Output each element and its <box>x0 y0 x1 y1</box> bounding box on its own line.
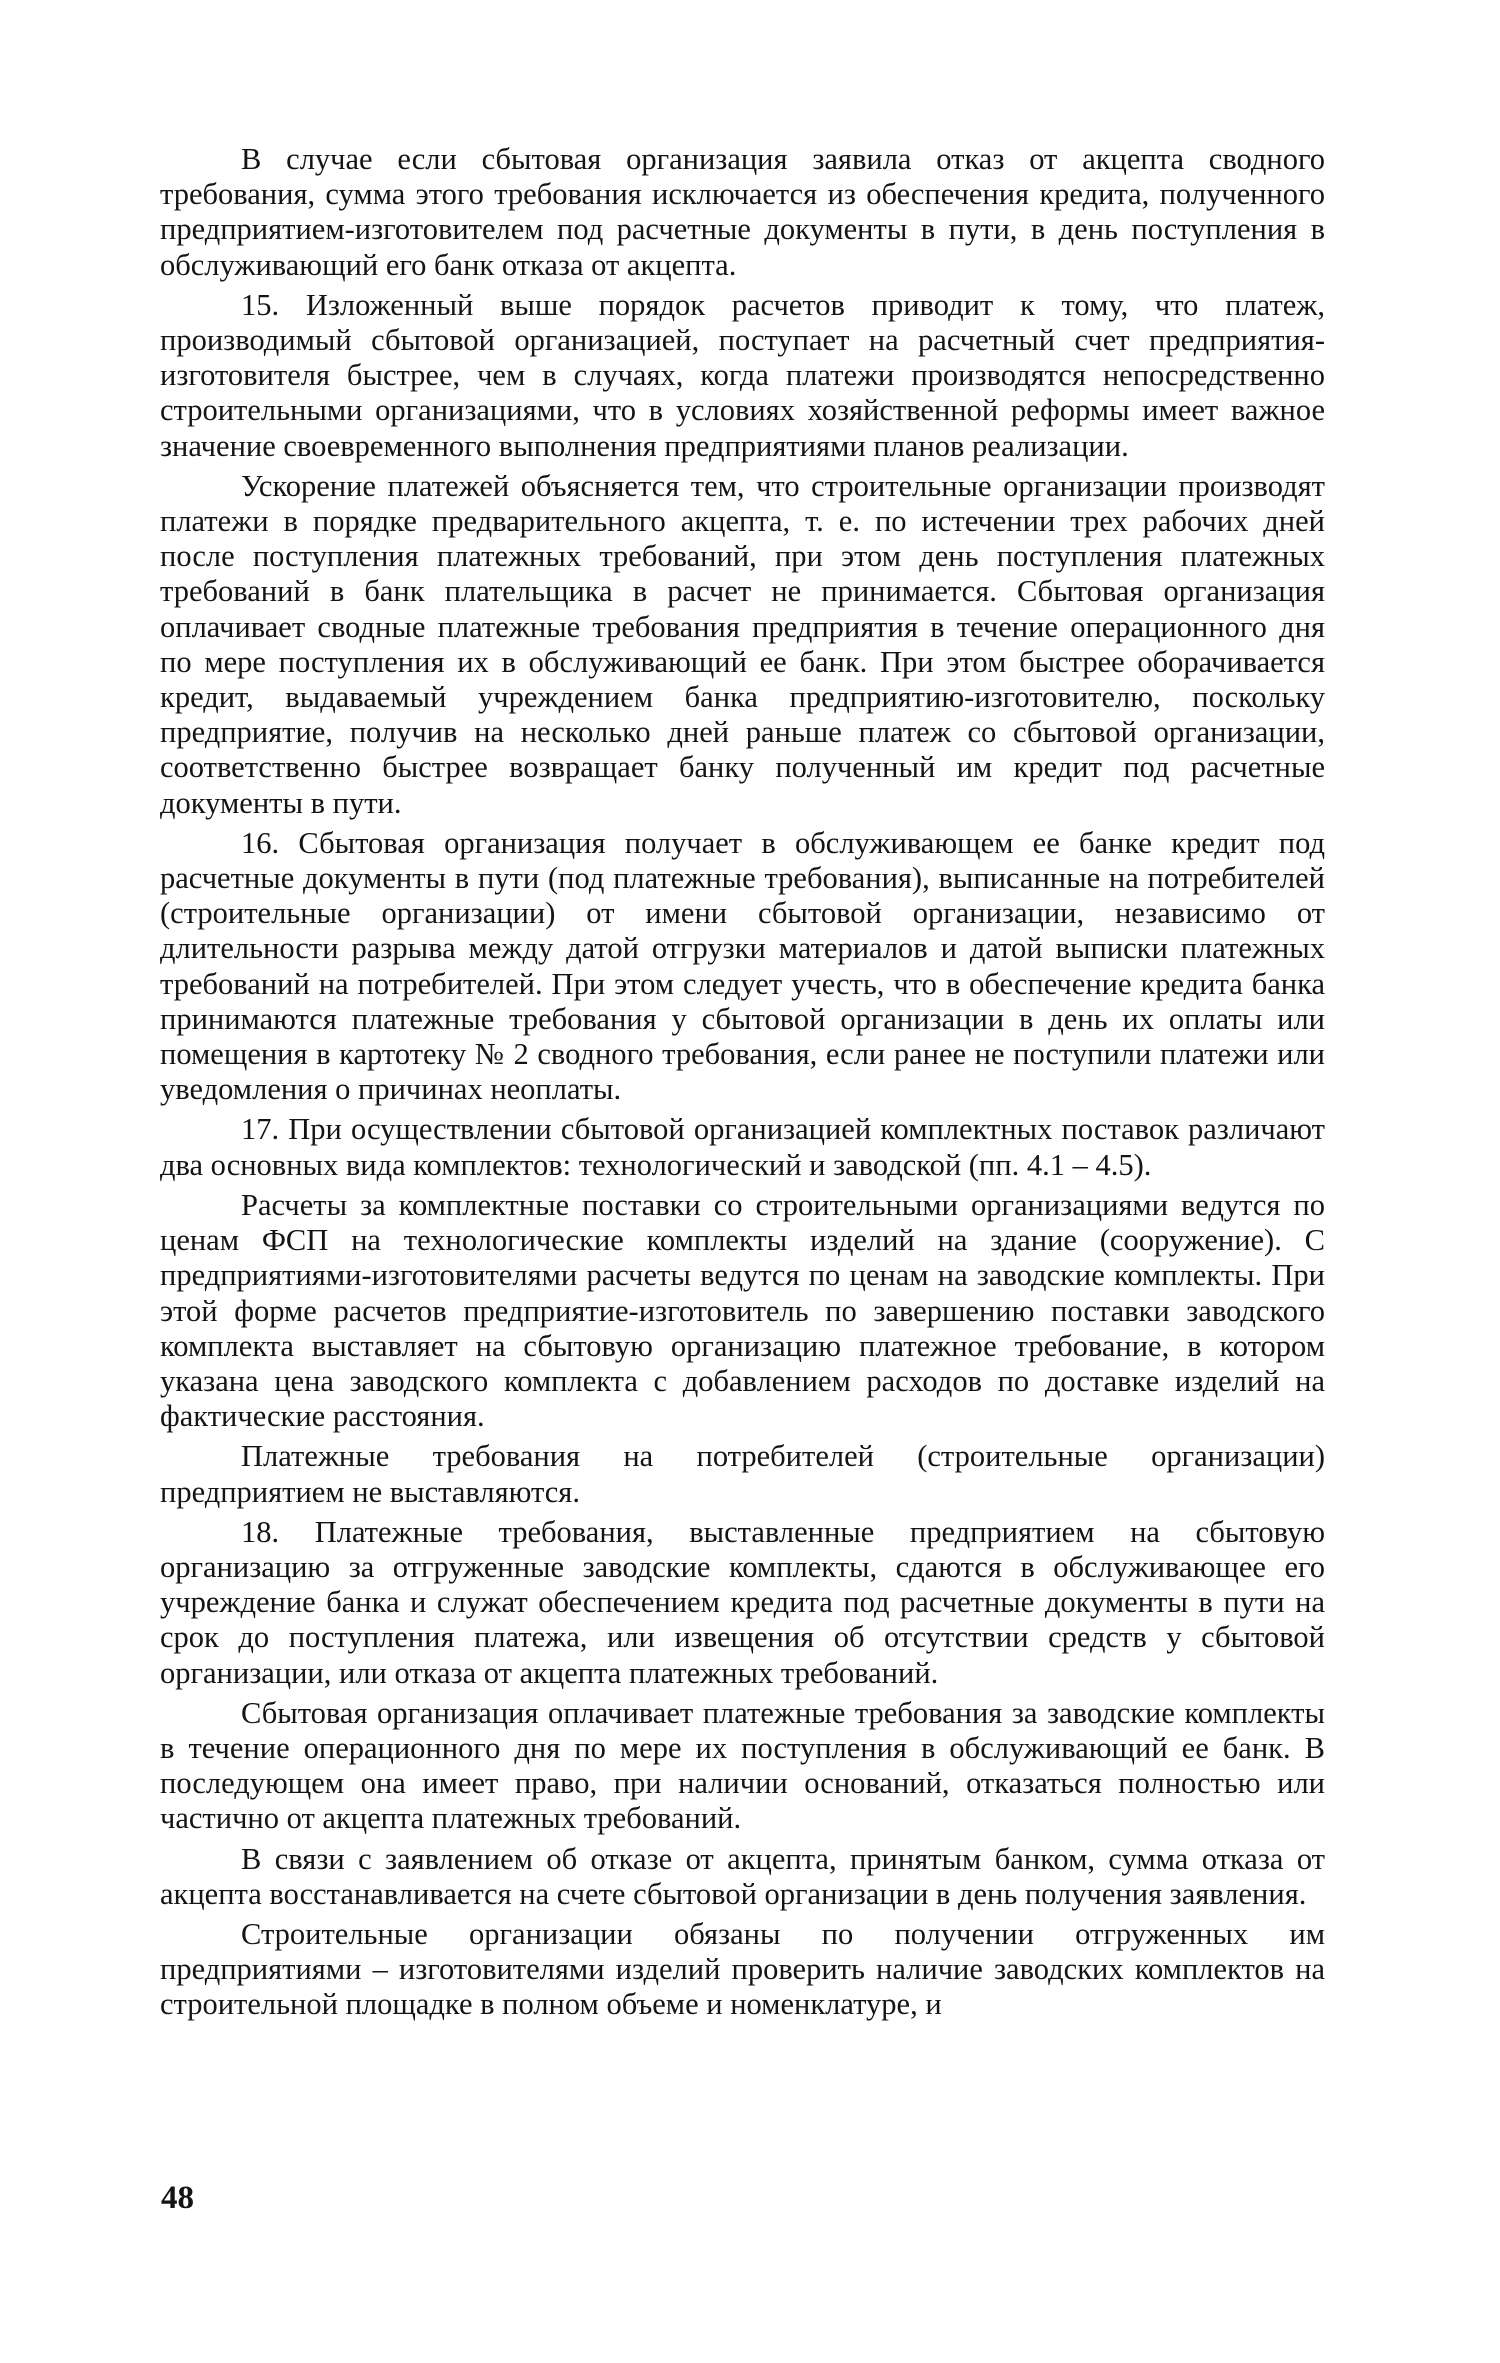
paragraph-section-17: 17. При осуществлении сбытовой организацией комплектных поставок различают два основных вида комплектов: технологический и заводской (пп. 4.1 – 4.5). <box>160 1112 1325 1182</box>
paragraph-section-18: 18. Платежные требования, выставленные предприятием на сбытовую организацию за отгруженные заводские комплекты, сдаются в обслуживающее его учреждение банка и служат обеспечением кредита под расчетные документы в пути на срок до поступления платежа, или извещения об отсутствии средств у сбытовой организации, или отказа от акцепта платежных требований. <box>160 1514 1325 1690</box>
paragraph-refusal-statement: В связи с заявлением об отказе от акцепта, принятым банком, сумма отказа от акцепта восстанавливается на счете сбытовой организации в день получения заявления. <box>160 1841 1325 1911</box>
paragraph-complete-deliveries: Расчеты за комплектные поставки со строительными организациями ведутся по ценам ФСП на технологические комплекты изделий на здание (сооружение). С предприятиями-изготовителями расчеты ведутся по ценам на заводские комплекты. При этой форме расчетов предприятие-изготовитель по завершению поставки заводского комплекта выставляет на сбытовую организацию платежное требование, в котором указана цена заводского комплекта с добавлением расходов по доставке изделий на фактические расстояния. <box>160 1187 1325 1434</box>
paragraph-section-15: 15. Изложенный выше порядок расчетов приводит к тому, что платеж, производимый сбытовой организацией, поступает на расчетный счет предприятия-изготовителя быстрее, чем в случаях, когда платежи производятся непосредственно строительными организациями, что в условиях хозяйственной реформы имеет важное значение своевременного выполнения предприятиями планов реализации. <box>160 287 1325 463</box>
paragraph-acceptance-refusal: В случае если сбытовая организация заявила отказ от акцепта сводного требования, сумма этого требования исключается из обеспечения кредита, полученного предприятием-изготовителем под расчетные документы в пути, в день поступления в обслуживающий его банк отказа от акцепта. <box>160 142 1325 282</box>
page-body <box>160 142 1325 2028</box>
paragraph-construction-orgs: Строительные организации обязаны по получении отгруженных им предприятиями – изготовителями изделий проверить наличие заводских комплектов на строительной площадке в полном объеме и номенклатуре, и <box>160 1916 1325 2022</box>
paragraph-sales-org-payment: Сбытовая организация оплачивает платежные требования за заводские комплекты в течение операционного дня по мере их поступления в обслуживающий ее банк. В последующем она имеет право, при наличии оснований, отказаться полностью или частично от акцепта платежных требований. <box>160 1695 1325 1836</box>
paragraph-payment-acceleration: Ускорение платежей объясняется тем, что строительные организации производят платежи в порядке предварительного акцепта, т. е. по истечении трех рабочих дней после поступления платежных требований, при этом день поступления платежных требований в банк плательщика в расчет не принимается. Сбытовая организация оплачивает сводные платежные требования предприятия в течение операционного дня по мере поступления их в обслуживающий ее банк. При этом быстрее оборачивается кредит, выдаваемый учреждением банка предприятию-изготовителю, поскольку предприятие, получив на несколько дней раньше платеж со сбытовой организации, соответственно быстрее возвращает банку полученный им кредит под расчетные документы в пути. <box>160 468 1325 820</box>
paragraph-section-16: 16. Сбытовая организация получает в обслуживающем ее банке кредит под расчетные документы в пути (под платежные требования), выписанные на потребителей (строительные организации) от имени сбытовой организации, независимо от длительности разрыва между датой отгрузки материалов и датой выписки платежных требований на потребителей. При этом следует учесть, что в обеспечение кредита банка принимаются платежные требования у сбытовой организации в день их оплаты или помещения в картотеку № 2 сводного требования, если ранее не поступили платежи или уведомления о причинах неоплаты. <box>160 825 1325 1107</box>
paragraph-consumer-requirements: Платежные требования на потребителей (строительные организации) предприятием не выставляются. <box>160 1439 1325 1509</box>
page-number: 48 <box>161 2180 194 2216</box>
